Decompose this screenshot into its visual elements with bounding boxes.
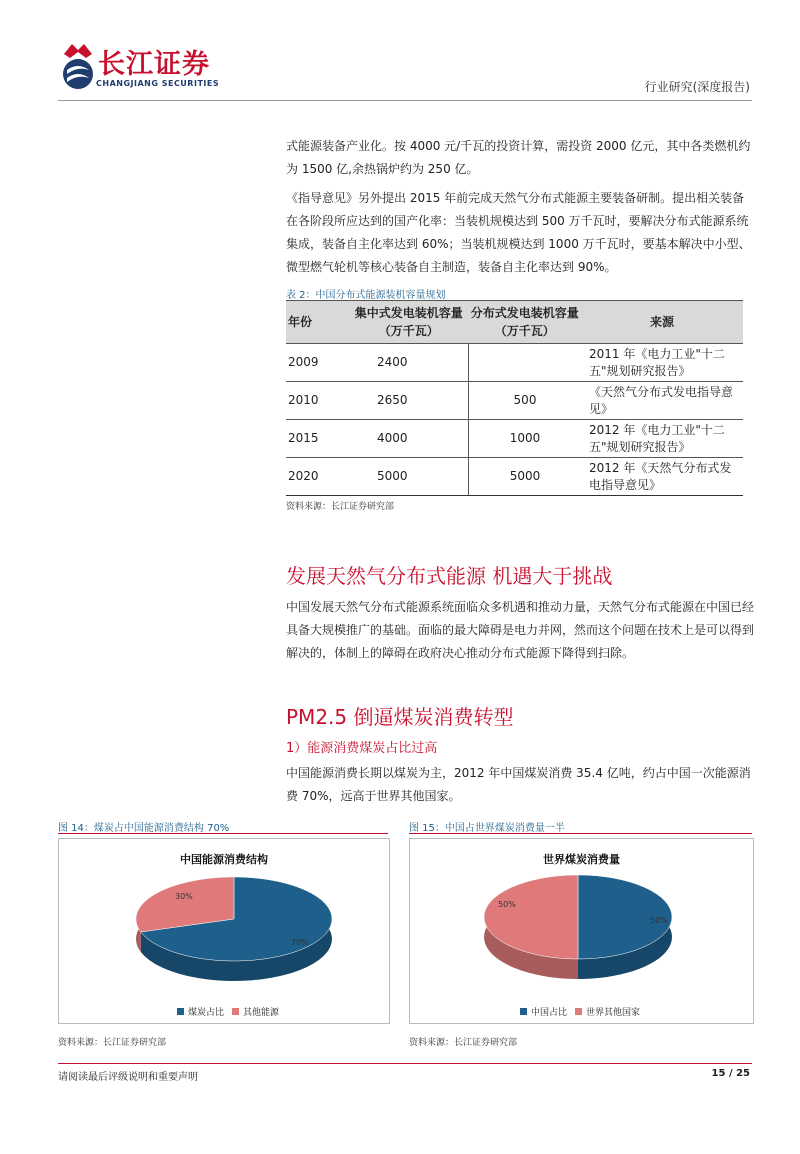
table-cell: 《天然气分布式发电指导意见》 — [581, 382, 743, 420]
table-header-source: 来源 — [581, 301, 743, 344]
figure14-title: 图 14：煤炭占中国能源消费结构 70% — [58, 823, 230, 834]
table-cell: 2012 年《电力工业"十二五"规划研究报告》 — [581, 420, 743, 458]
subheading-coal-share: 1）能源消费煤炭占比过高 — [286, 741, 438, 756]
page-number: 15 / 25 — [711, 1068, 750, 1079]
footer-disclaimer: 请阅读最后评级说明和重要声明 — [58, 1072, 198, 1083]
table-row — [286, 344, 743, 382]
chart15-title: 世界煤炭消费量 — [543, 853, 620, 866]
legend-label-china: 中国占比 — [531, 1008, 568, 1018]
table-row — [286, 420, 743, 458]
legend-swatch-world — [575, 1008, 582, 1015]
table-cell: 2400 — [349, 344, 469, 382]
pie-data-label: 50% — [650, 916, 668, 925]
paragraph-coal: 中国能源消费长期以煤炭为主，2012 年中国煤炭消费 35.4 亿吨，约占中国一次能源消费 70%，远高于世界其他国家。 — [286, 766, 751, 803]
chart15-legend — [520, 1005, 640, 1018]
paragraph-guidance: 《指导意见》另外提出 2015 年前完成天然气分布式能源主要装备研制。提出相关装备在各阶段所应达到的国产化率：当装机规模达到 500 万千瓦时，要解决分布式能源系统集成，装备自主化率达到 60%；当装机规模达到 1000 万千瓦时，要基本解决中小型、微型燃气轮机等核心装备自主制造，装备自主化率达到 90%。 — [286, 191, 751, 274]
pie-data-label: 30% — [175, 892, 193, 901]
pie-chart-energy — [59, 869, 389, 999]
table-header-centralized: 集中式发电装机容量（万千瓦） — [349, 301, 469, 344]
figure14-source: 资料来源：长江证券研究部 — [58, 1038, 167, 1048]
section-heading-pm25: PM2.5 倒逼煤炭消费转型 — [286, 705, 514, 729]
legend-swatch-china — [520, 1008, 527, 1015]
figure15-title: 图 15：中国占世界煤炭消费量一半 — [409, 823, 565, 834]
pie-chart-world-coal — [410, 869, 753, 999]
footer-divider — [58, 1063, 752, 1064]
paragraph-opportunity: 中国发展天然气分布式能源系统面临众多机遇和推动力量，天然气分布式能源在中国已经具备大规模推广的基础。面临的最大障碍是电力并网，然而这个问题在技术上是可以得到解决的，体制上的障碍在政府决心推动分布式能源下降得到扫除。 — [286, 600, 755, 660]
brand-name-en: CHANGJIANG SECURITIES — [96, 79, 220, 88]
pie-data-label: 70% — [291, 938, 309, 947]
table-cell: 2650 — [349, 382, 469, 420]
table-cell: 2011 年《电力工业"十二五"规划研究报告》 — [581, 344, 743, 382]
header-divider — [58, 100, 752, 101]
table-source: 资料来源：长江证券研究部 — [286, 502, 395, 512]
figure15-source: 资料来源：长江证券研究部 — [409, 1038, 518, 1048]
logo — [58, 40, 98, 94]
paragraph-investment: 式能源装备产业化。按 4000 元/千瓦的投资计算，需投资 2000 亿元，其中各类燃机约为 1500 亿,余热锅炉约为 250 亿。 — [286, 139, 751, 176]
table-header-distributed: 分布式发电装机容量（万千瓦） — [469, 301, 582, 344]
table-cell: 5000 — [469, 458, 582, 496]
legend-label-other: 其他能源 — [243, 1008, 280, 1018]
table-title: 表 2：中国分布式能源装机容量规划 — [286, 290, 446, 301]
table-cell: 2010 — [286, 382, 349, 420]
chart14-legend — [177, 1005, 279, 1018]
table-cell: 4000 — [349, 420, 469, 458]
figure15-rule — [409, 833, 752, 834]
report-type: 行业研究(深度报告) — [644, 80, 750, 94]
table-cell — [469, 344, 582, 382]
brand-name: 长江证券 — [98, 49, 210, 80]
figure15-box — [409, 838, 754, 1024]
pie-data-label: 50% — [498, 900, 516, 909]
table-cell: 5000 — [349, 458, 469, 496]
table-header-year: 年份 — [286, 301, 349, 344]
table-cell: 1000 — [469, 420, 582, 458]
capacity-table — [286, 300, 743, 496]
table-cell: 500 — [469, 382, 582, 420]
table-row — [286, 458, 743, 496]
table-header-row — [286, 301, 743, 344]
table-cell: 2015 — [286, 420, 349, 458]
legend-swatch-other — [232, 1008, 239, 1015]
figure14-box — [58, 838, 390, 1024]
table-row — [286, 382, 743, 420]
legend-label-world: 世界其他国家 — [586, 1008, 641, 1018]
table-cell: 2009 — [286, 344, 349, 382]
table-cell: 2012 年《天然气分布式发电指导意见》 — [581, 458, 743, 496]
legend-label-coal: 煤炭占比 — [188, 1008, 225, 1018]
legend-swatch-coal — [177, 1008, 184, 1015]
chart14-title: 中国能源消费结构 — [180, 853, 268, 866]
section-heading-opportunity: 发展天然气分布式能源 机遇大于挑战 — [286, 564, 613, 588]
table-cell: 2020 — [286, 458, 349, 496]
figure14-rule — [58, 833, 388, 834]
